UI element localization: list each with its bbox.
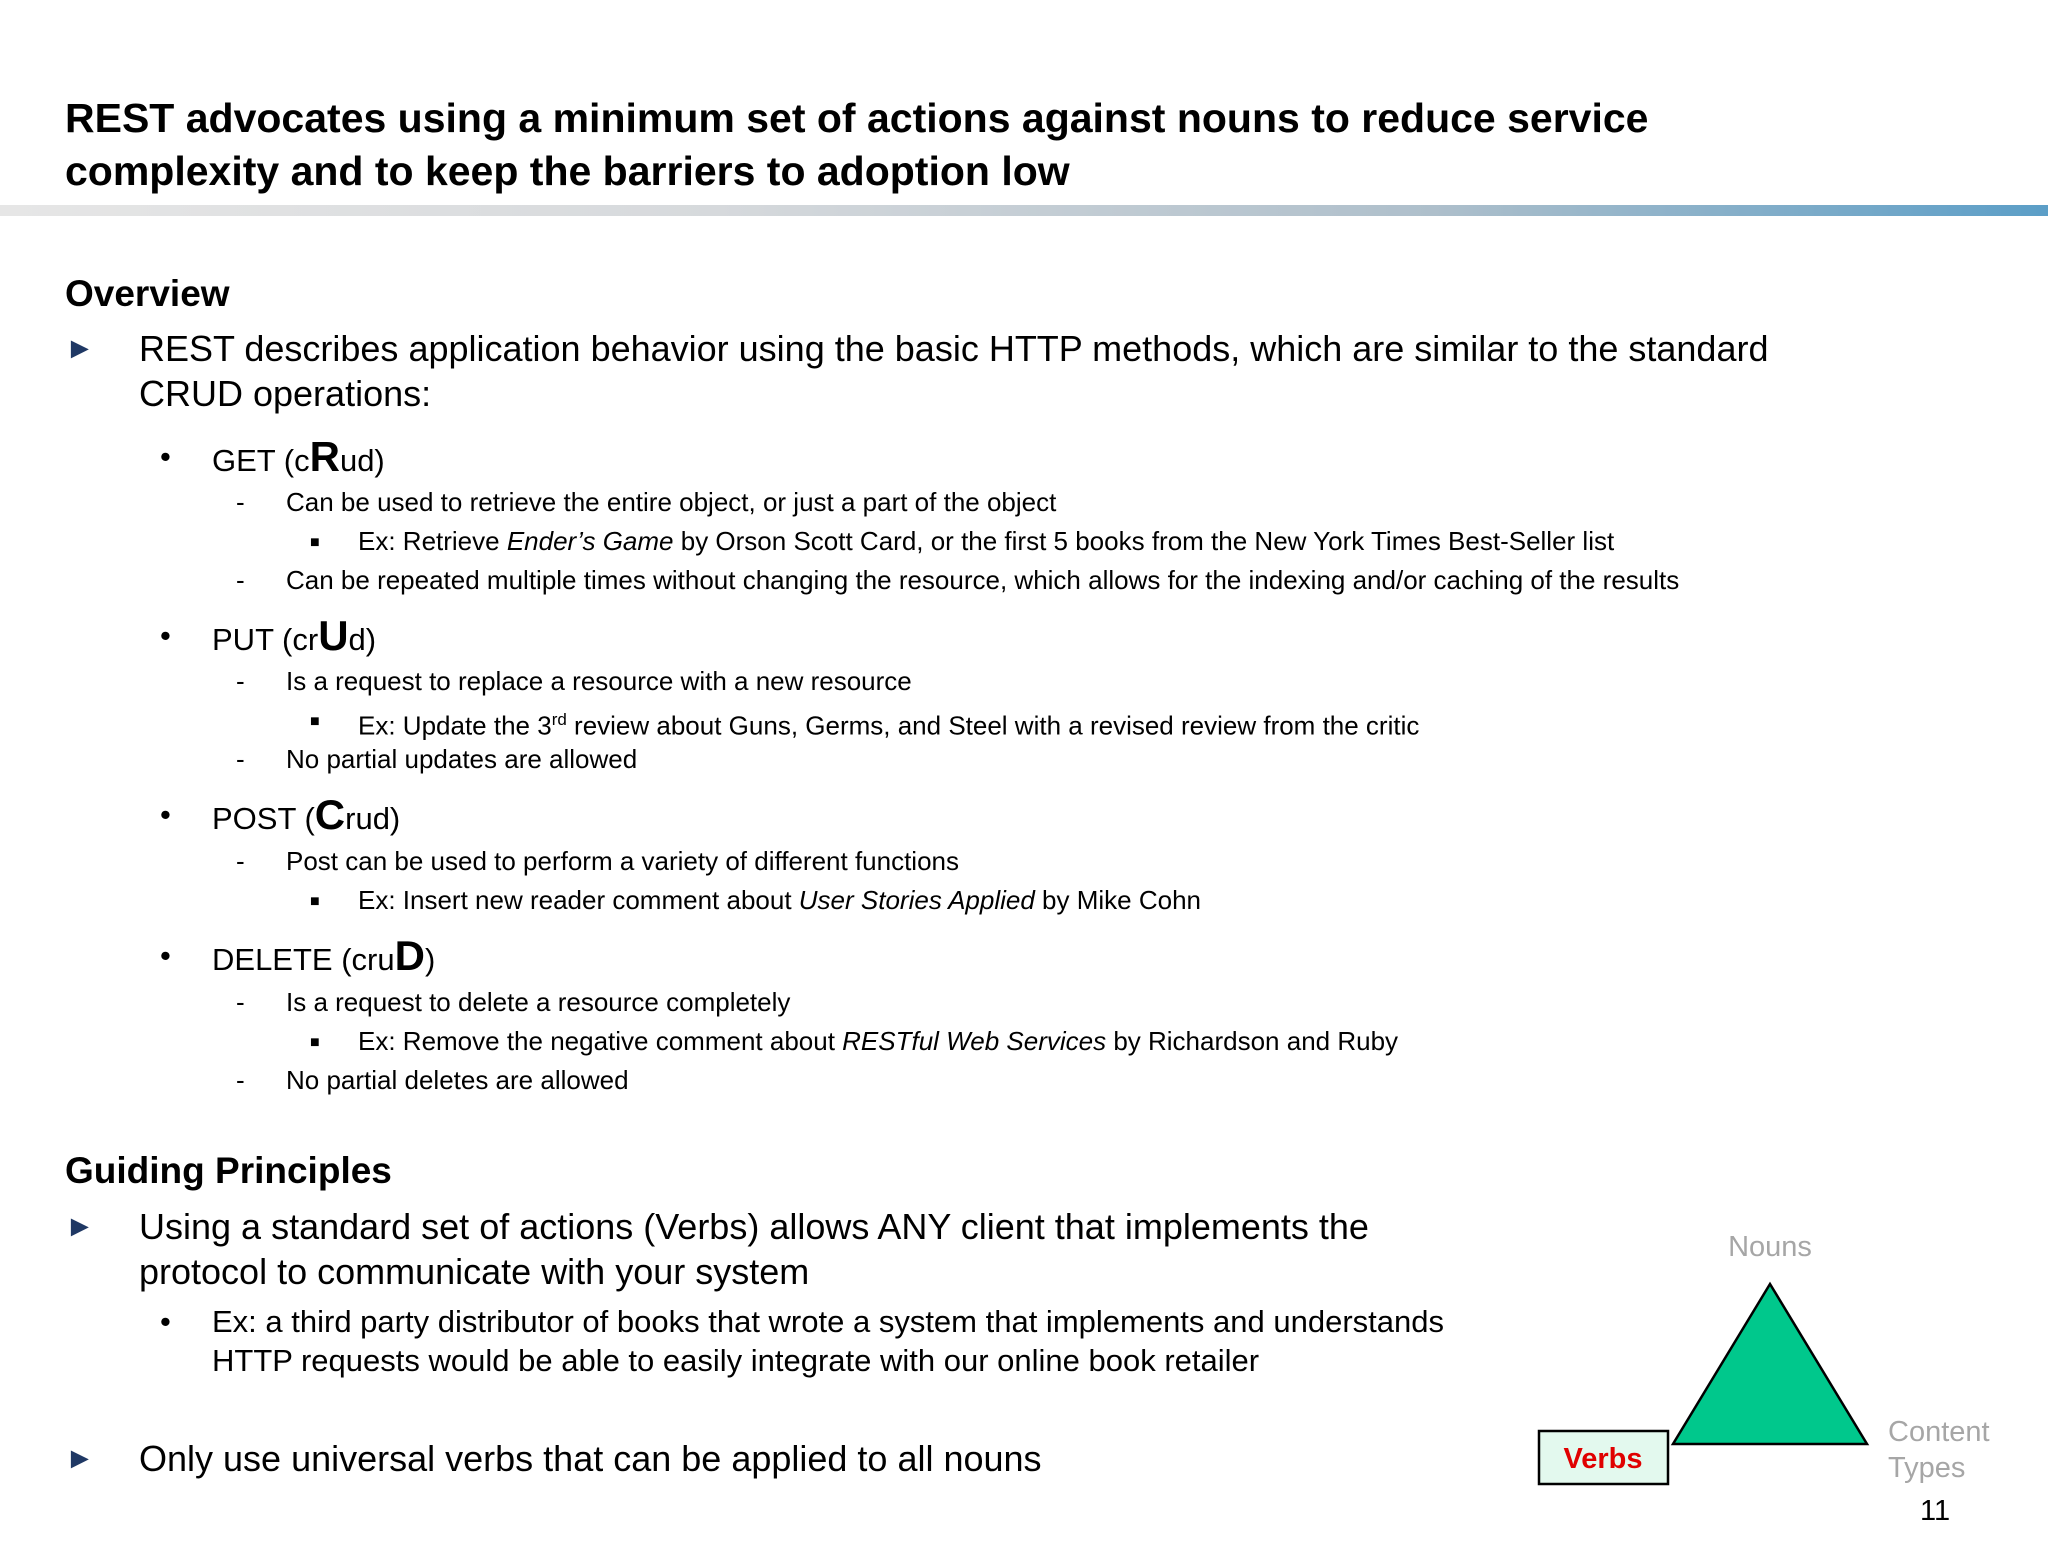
dash-bullet: -	[236, 846, 245, 876]
overview-heading: Overview	[65, 273, 230, 314]
post-label-end: rud)	[345, 801, 401, 836]
delete-label-end: )	[424, 942, 436, 977]
dot-bullet: •	[160, 938, 171, 973]
dash-bullet: -	[236, 744, 245, 774]
put-detail-1-text: Is a request to replace a resource with a new resource	[286, 666, 912, 696]
dot-bullet: •	[160, 439, 171, 474]
put-label: PUT (cr	[212, 622, 319, 657]
verbs-label: Verbs	[1563, 1443, 1643, 1475]
square-bullet: ■	[310, 713, 320, 730]
rest-triangle-diagram	[1520, 1220, 2020, 1520]
delete-crud-letter: D	[394, 932, 425, 979]
square-bullet: ■	[310, 893, 320, 910]
get-crud-letter: R	[309, 433, 340, 480]
content-types-label-2: Types	[1888, 1452, 1966, 1484]
delete-detail-1-text: Is a request to delete a resource completely	[286, 987, 791, 1017]
title-divider	[0, 205, 2048, 216]
dot-bullet: •	[160, 797, 171, 832]
delete-label: DELETE (cru	[212, 942, 395, 977]
get-example-pre: Ex: Retrieve	[358, 526, 507, 556]
post-example-book: User Stories Applied	[798, 885, 1035, 915]
get-label: GET (c	[212, 443, 310, 478]
arrow-bullet-icon: ►	[65, 332, 95, 365]
principles-heading: Guiding Principles	[65, 1150, 392, 1191]
nouns-label: Nouns	[1728, 1231, 1812, 1263]
post-label: POST (	[212, 801, 315, 836]
delete-example-post: by Richardson and Ruby	[1106, 1026, 1399, 1056]
principle-2-text: Only use universal verbs that can be applied to all nouns	[139, 1438, 1042, 1479]
put-example-post: review about Guns, Germs, and Steel with a revised review from the critic	[566, 710, 1420, 741]
delete-detail-2-text: No partial deletes are allowed	[286, 1065, 629, 1095]
post-detail-1-text: Post can be used to perform a variety of different functions	[286, 846, 960, 876]
overview-intro-line-1: REST describes application behavior using the basic HTTP methods, which are similar to the standard	[139, 328, 1769, 369]
dash-bullet: -	[236, 1065, 245, 1095]
get-detail-1-text: Can be used to retrieve the entire object, or just a part of the object	[286, 487, 1057, 517]
content-types-label-1: Content	[1888, 1416, 1990, 1448]
dash-bullet: -	[236, 987, 245, 1017]
post-example-post: by Mike Cohn	[1034, 885, 1201, 915]
put-example-pre: Ex: Update the 3	[358, 710, 552, 741]
get-example-book: Ender’s Game	[506, 526, 674, 556]
put-label-end: d)	[348, 622, 377, 657]
post-example-pre: Ex: Insert new reader comment about	[358, 885, 799, 915]
slide-title	[65, 92, 1925, 198]
principle-1-example-line-1: Ex: a third party distributor of books that wrote a system that implements and understands	[212, 1304, 1444, 1339]
put-crud-letter: U	[318, 612, 349, 659]
put-example-sup: rd	[551, 710, 567, 729]
square-bullet: ■	[310, 534, 320, 551]
dot-bullet: •	[160, 1304, 171, 1339]
get-detail-2-text: Can be repeated multiple times without changing the resource, which allows for the indexing and/or caching of the results	[286, 565, 1680, 595]
put-detail-2-text: No partial updates are allowed	[286, 744, 638, 774]
title-line-1: REST advocates using a minimum set of actions against nouns to reduce service	[65, 95, 1649, 141]
arrow-bullet-icon: ►	[65, 1442, 95, 1475]
principle-1-line-2: protocol to communicate with your system	[139, 1251, 810, 1292]
delete-example-book: RESTful Web Services	[842, 1026, 1107, 1056]
noun-verb-triangle	[1673, 1284, 1867, 1444]
dot-bullet: •	[160, 618, 171, 653]
delete-example-pre: Ex: Remove the negative comment about	[358, 1026, 843, 1056]
principle-1-line-1: Using a standard set of actions (Verbs) allows ANY client that implements the	[139, 1206, 1369, 1247]
post-crud-letter: C	[314, 791, 346, 838]
dash-bullet: -	[236, 666, 245, 696]
get-label-end: ud)	[339, 443, 385, 478]
dash-bullet: -	[236, 565, 245, 595]
dash-bullet: -	[236, 487, 245, 517]
overview-intro-line-2: CRUD operations:	[139, 373, 432, 414]
page-number: 11	[1920, 1495, 1951, 1527]
square-bullet: ■	[310, 1034, 320, 1051]
get-example-post: by Orson Scott Card, or the first 5 books from the New York Times Best-Seller list	[673, 526, 1615, 556]
principle-1-example-line-2: HTTP requests would be able to easily integrate with our online book retailer	[212, 1343, 1260, 1378]
title-line-2: complexity and to keep the barriers to adoption low	[65, 148, 1070, 194]
arrow-bullet-icon: ►	[65, 1210, 95, 1243]
